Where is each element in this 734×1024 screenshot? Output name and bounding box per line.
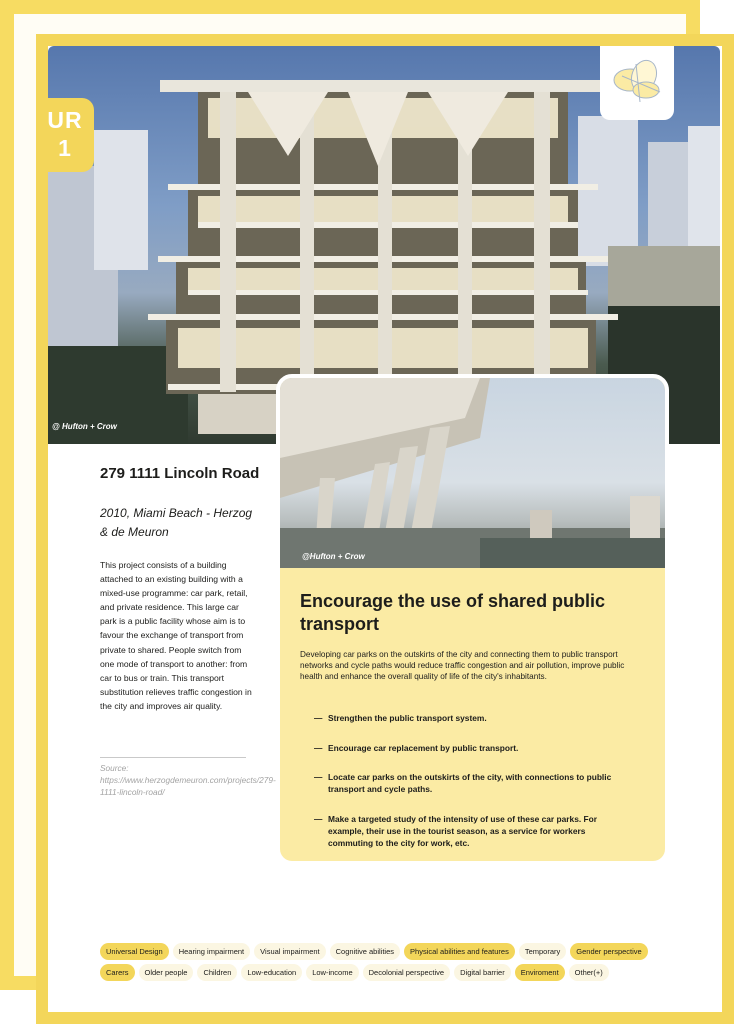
tag-cognitive-abilities: Cognitive abilities [330, 943, 400, 960]
hero-photo-credit: @ Hufton + Crow [52, 422, 117, 431]
badge-code: UR [47, 107, 83, 133]
recommendation-item: — Make a targeted study of the intensity of use of these car parks. For example, their use in the tourist season, as a service for workers commuting to the city for work, etc. [314, 813, 624, 849]
tag-low-education: Low-education [241, 964, 302, 981]
source-divider [100, 757, 246, 758]
tag-row-1 [100, 943, 680, 960]
tag-row-2 [100, 964, 680, 981]
recommendation-item: — Strengthen the public transport system. [314, 712, 624, 724]
card-heading: Encourage the use of shared public transport [300, 591, 606, 634]
tag-visual-impairment: Visual impairment [254, 943, 325, 960]
tag-low-income: Low-income [306, 964, 358, 981]
project-title: 279 1111 Lincoln Road [100, 465, 260, 482]
tag-gender-perspective: Gender perspective [570, 943, 647, 960]
recommendation-item: — Locate car parks on the outskirts of the city, with connections to public transport and cycle paths. [314, 771, 624, 795]
tag-temporary: Temporary [519, 943, 566, 960]
project-description: This project consists of a building attached to an existing building with a mixed-use programme: car park, retail, and private residence. This large car park is a public facility whose aim is to favour the exchange of transport from private to shared. People switch from one mode of transport to another: from car to bus or train. This transport substitution relieves traffic congestion in the city and improves air quality. [100, 560, 252, 711]
card-photo-credit: @Hufton + Crow [302, 552, 365, 561]
tag-universal-design: Universal Design [100, 943, 169, 960]
project-subtitle: 2010, Miami Beach - Herzog & de Meuron [100, 506, 253, 539]
tag-hearing-impairment: Hearing impairment [173, 943, 250, 960]
tag-other: Other(+) [569, 964, 609, 981]
section-badge [36, 98, 94, 172]
underside-illustration [280, 378, 665, 568]
recommendation-list [314, 712, 624, 849]
recommendation-card [276, 374, 669, 865]
card-photo [280, 378, 665, 568]
tag-digital-barrier: Digital barrier [454, 964, 511, 981]
tag-carers: Carers [100, 964, 135, 981]
tag-children: Children [197, 964, 237, 981]
tag-physical-abilities: Physical abilities and features [404, 943, 515, 960]
tag-enviroment: Enviroment [515, 964, 565, 981]
tag-decolonial-perspective: Decolonial perspective [363, 964, 450, 981]
petal-logo-icon [600, 46, 674, 120]
recommendation-item: — Encourage car replacement by public transport. [314, 742, 624, 754]
logo-tab [600, 46, 674, 120]
card-intro: Developing car parks on the outskirts of the city and connecting them to public transport networks and cycle paths would reduce traffic congestion and air pollution, improve public health and enhance the overall quality of life of the city's inhabitants. [300, 650, 625, 681]
badge-number: 1 [58, 135, 72, 161]
tag-older-people: Older people [139, 964, 194, 981]
project-source: Source: https://www.herzogdemeuron.com/projects/279-1111-lincoln-road/ [100, 763, 276, 797]
